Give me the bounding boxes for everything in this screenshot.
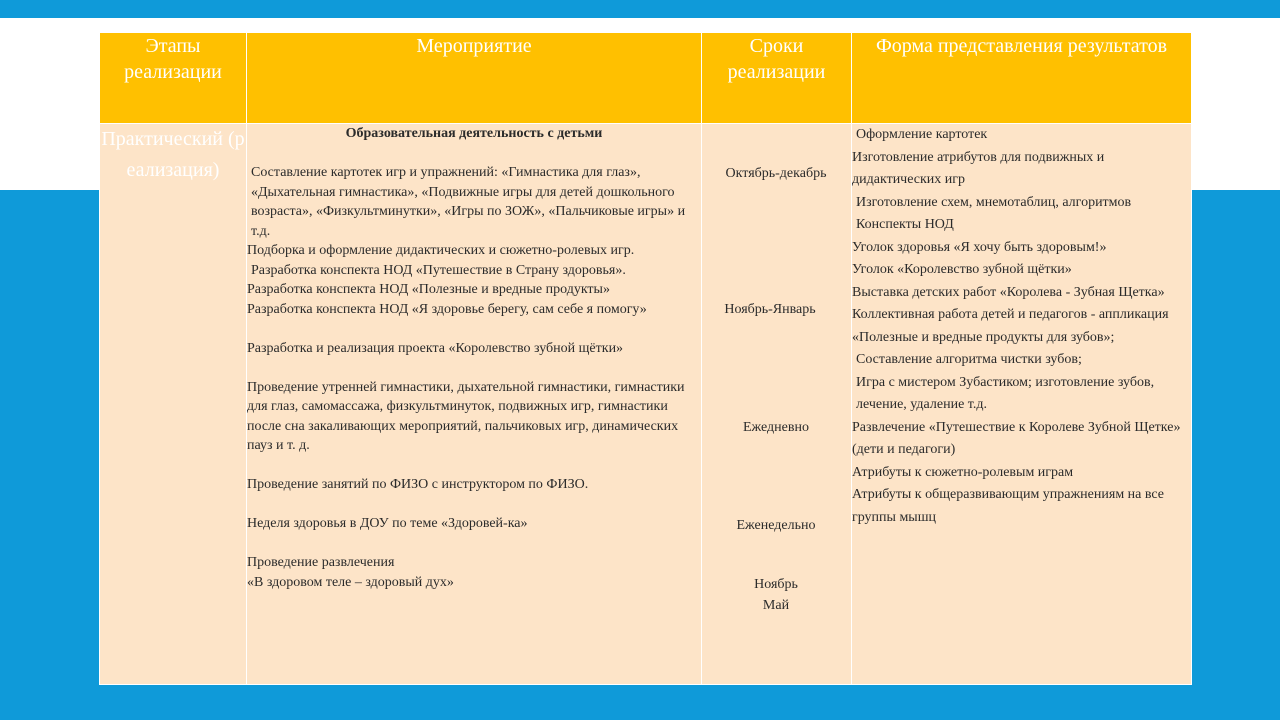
- table-row: [100, 124, 1192, 685]
- event-item: Разработка конспекта НОД «Я здоровье берегу, сам себе я помогу»: [247, 301, 647, 317]
- result-item: Изготовление атрибутов для подвижных и дидактических игр: [852, 149, 1105, 187]
- events-subheading: Образовательная деятельность с детьми: [345, 126, 603, 141]
- event-item: Разработка конспекта НОД «Путешествие в Страну здоровья».: [251, 262, 626, 278]
- timing-item: Октябрь-декабрь: [725, 166, 827, 181]
- result-item: Выставка детских работ «Королева - Зубная Щетка»: [852, 284, 1165, 300]
- event-item: Составление картотек игр и упражнений: «Гимнастика для глаз», «Дыхательная гимнастика», «Подвижные игры для детей дошкольного возраста», «Физкультминутки», «Игры по ЗОЖ», «Пальчиковые игры» и т.д.: [251, 165, 686, 239]
- result-item: Оформление картотек: [856, 127, 988, 142]
- timing-item: Ноябрь: [754, 577, 798, 592]
- result-item: Игра с мистером Зубастиком; изготовление зубов, лечение, удаление т.д.: [856, 374, 1155, 412]
- header-form: Форма представления результатов: [852, 33, 1192, 124]
- timing-item: Еженедельно: [736, 518, 816, 533]
- result-item: Развлечение «Путешествие к Королеве Зубной Щетке» (дети и педагоги): [852, 419, 1181, 457]
- stage-cell: Практический (реализация): [100, 124, 247, 685]
- event-item: Разработка и реализация проекта «Королевство зубной щётки»: [247, 340, 624, 356]
- event-item: «В здоровом теле – здоровый дух»: [247, 574, 454, 590]
- result-item: Уголок «Королевство зубной щётки»: [852, 262, 1072, 277]
- timing-item: Ноябрь-Январь: [724, 302, 816, 317]
- result-item: Составление алгоритма чистки зубов;: [856, 352, 1082, 367]
- event-item: Разработка конспекта НОД «Полезные и вредные продукты»: [247, 282, 610, 297]
- timing-item: Ежедневно: [742, 420, 809, 435]
- result-item: Уголок здоровья «Я хочу быть здоровым!»: [852, 239, 1107, 255]
- event-item: Проведение утренней гимнастики, дыхательной гимнастики, гимнастики для глаз, самомассажа, физкультминуток, подвижных игр, гимнастики после сна закаливающих мероприятий, пальчиковых игр, динамических пауз и т. д.: [247, 379, 685, 453]
- result-item: Конспекты НОД: [856, 217, 954, 232]
- timing-cell: [702, 124, 852, 685]
- result-item: Коллективная работа детей и педагогов - аппликация «Полезные и вредные продукты для зубов»;: [852, 307, 1169, 345]
- event-item: Проведение развлечения: [247, 555, 395, 570]
- header-stages: Этапы реализации: [100, 33, 247, 124]
- result-item: Атрибуты к сюжетно-ролевым играм: [852, 464, 1074, 480]
- header-event: Мероприятие: [247, 33, 702, 124]
- table-header-row: [100, 33, 1192, 124]
- event-item: Неделя здоровья в ДОУ по теме «Здоровей-ка»: [247, 516, 528, 531]
- timing-item: Май: [762, 598, 790, 613]
- results-cell: [852, 124, 1192, 685]
- events-cell: [247, 124, 702, 685]
- implementation-plan-table: [99, 32, 1192, 685]
- result-item: Изготовление схем, мнемотаблиц, алгоритмов: [856, 194, 1132, 210]
- event-item: Проведение занятий по ФИЗО с инструктором по ФИЗО.: [247, 477, 589, 492]
- result-item: Атрибуты к общеразвивающим упражнениям на все группы мышц: [852, 487, 1165, 525]
- top-blue-bar: [0, 0, 1280, 18]
- event-item: Подборка и оформление дидактических и сюжетно-ролевых игр.: [247, 243, 635, 258]
- header-timing: Сроки реализации: [702, 33, 852, 124]
